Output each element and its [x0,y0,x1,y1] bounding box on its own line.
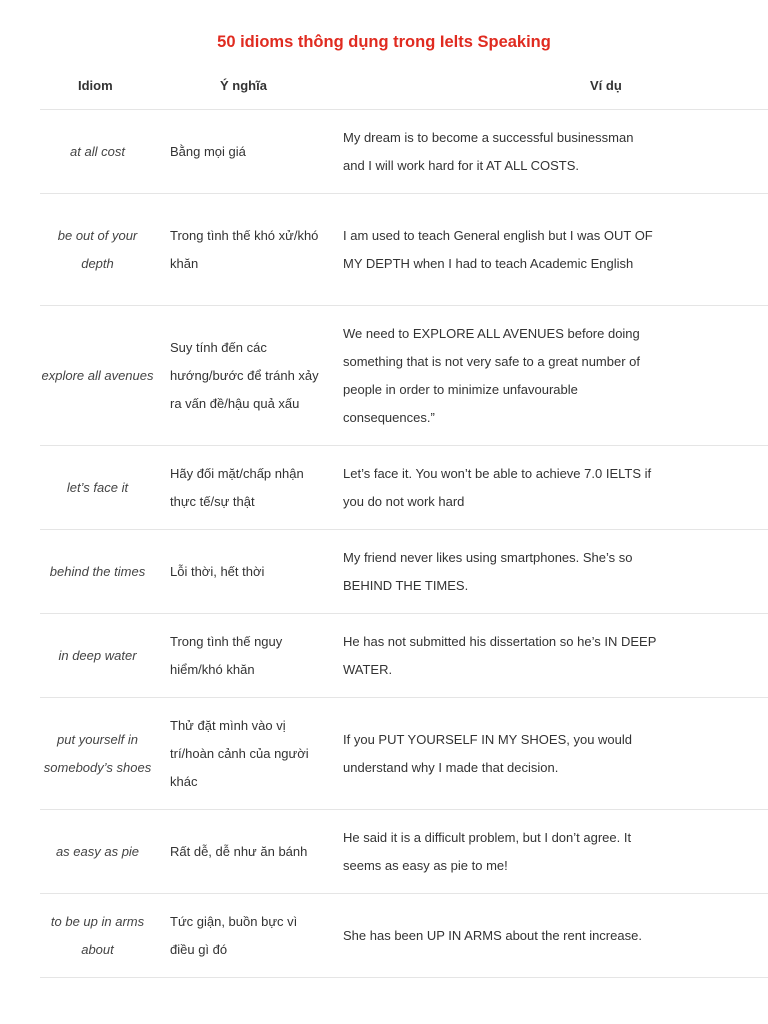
example-cell: If you PUT YOURSELF IN MY SHOES, you would understand why I made that decision. [343,731,632,775]
meaning-cell: Suy tính đến các hướng/bước để tránh xảy ra vấn đề/hậu quả xấu [170,339,319,411]
table-row [40,894,768,978]
idiom-cell: be out of your depth [57,227,138,271]
meaning-cell: Tức giận, buồn bực vì điều gì đó [170,913,298,957]
example-cell: I am used to teach General english but I was OUT OF MY DEPTH when I had to teach Academic English [343,227,653,271]
meaning-cell: Bằng mọi giá [170,143,246,159]
table-header [40,78,768,98]
idiom-cell: as easy as pie [55,843,140,859]
idiom-cell: put yourself in somebody’s shoes [43,731,152,775]
meaning-cell: Hãy đối mặt/chấp nhận thực tế/sự thật [170,465,304,509]
idiom-cell: let’s face it [66,479,129,495]
example-cell: My dream is to become a successful businessman and I will work hard for it AT ALL COSTS. [343,129,634,173]
page-title: 50 idioms thông dụng trong Ielts Speaking [217,33,551,51]
meaning-cell: Rất dễ, dễ như ăn bánh [170,843,308,859]
table-row [40,530,768,614]
meaning-cell: Trong tình thế khó xử/khó khăn [170,227,319,271]
meaning-cell: Lỗi thời, hết thời [170,563,265,579]
table-row [40,698,768,810]
example-cell: He has not submitted his dissertation so he’s IN DEEP WATER. [343,633,657,677]
idiom-table [40,109,768,978]
example-cell: She has been UP IN ARMS about the rent increase. [343,927,642,943]
table-row [40,614,768,698]
idiom-cell: at all cost [70,143,125,159]
column-header-meaning: Ý nghĩa [220,78,267,93]
column-header-idiom: Idiom [78,78,113,93]
meaning-cell: Trong tình thế nguy hiểm/khó khăn [170,633,283,677]
column-header-example: Ví dụ [590,78,622,93]
example-cell: My friend never likes using smartphones. She’s so BEHIND THE TIMES. [343,549,633,593]
meaning-cell: Thử đặt mình vào vị trí/hoàn cảnh của người khác [170,717,309,789]
idiom-cell: to be up in arms about [50,913,145,957]
idiom-cell: in deep water [58,647,137,663]
example-cell: We need to EXPLORE ALL AVENUES before doing something that is not very safe to a great number of people in order to minimize unfavourable consequences.” [343,325,640,425]
table-row [40,810,768,894]
table-row [40,110,768,194]
idiom-cell: explore all avenues [41,367,154,383]
example-cell: Let’s face it. You won’t be able to achieve 7.0 IELTS if you do not work hard [343,465,652,509]
table-row [40,446,768,530]
idiom-cell: behind the times [49,563,146,579]
table-row [40,306,768,446]
example-cell: He said it is a difficult problem, but I don’t agree. It seems as easy as pie to me! [343,829,632,873]
table-row [40,194,768,306]
